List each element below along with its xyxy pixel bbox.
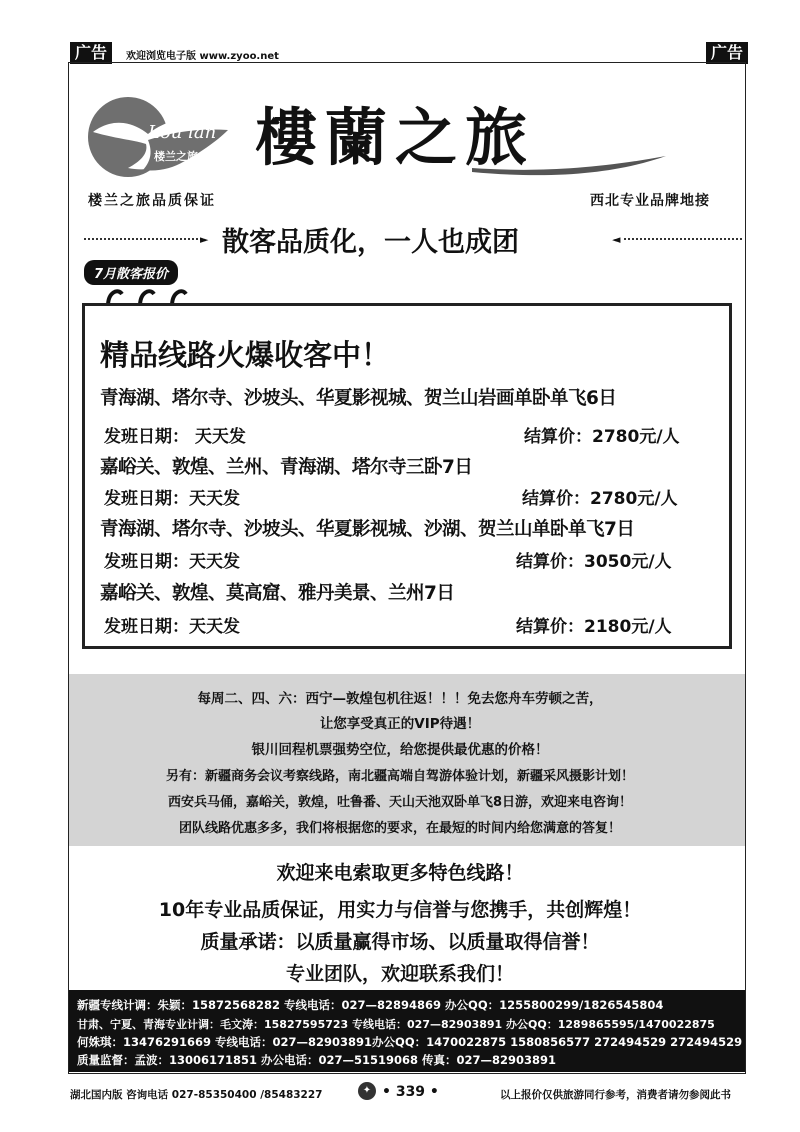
route-4-schedule bbox=[104, 612, 240, 637]
route-3-schedule bbox=[104, 547, 240, 572]
price-value: 2780元/人 bbox=[590, 489, 678, 509]
route-1-price bbox=[524, 422, 680, 447]
price-value: 3050元/人 bbox=[584, 552, 672, 572]
schedule-value: 天天发 bbox=[189, 617, 240, 637]
logo-subtext: 楼兰之旅 bbox=[154, 150, 198, 163]
page-emblem-icon: ✦ bbox=[358, 1082, 376, 1100]
logo-text: Lou lan bbox=[148, 122, 217, 143]
slogan-right: 西北专业品牌地接 bbox=[590, 193, 710, 209]
july-price-badge: 7月散客报价 bbox=[84, 260, 178, 285]
route-4-price bbox=[516, 612, 672, 637]
info-line-6: 团队线路优惠多多，我们将根据您的要求，在最短的时间内给您满意的答复！ bbox=[178, 821, 621, 836]
price-label: 结算价： bbox=[516, 617, 584, 637]
price-label: 结算价： bbox=[522, 489, 590, 509]
price-value: 2780元/人 bbox=[592, 427, 680, 447]
info-line-3: 银川回程机票强势空位，给您提供最优惠的价格！ bbox=[251, 742, 549, 758]
slogan-left: 楼兰之旅品质保证 bbox=[88, 193, 216, 209]
ad-label-right: 广告 bbox=[706, 42, 748, 64]
schedule-label: 发班日期： bbox=[104, 617, 189, 637]
arrow-left-icon: ◄ bbox=[612, 233, 621, 246]
price-value: 2180元/人 bbox=[584, 617, 672, 637]
info-line-1: 每周二、四、六：西宁—敦煌包机往返！！！免去您舟车劳顿之苦， bbox=[197, 691, 603, 707]
brush-stroke-icon bbox=[470, 150, 670, 182]
promo-line-4: 专业团队，欢迎联系我们！ bbox=[285, 963, 514, 985]
website-note[interactable]: 欢迎浏览电子版 www.zyoo.net bbox=[126, 51, 279, 62]
contact-line-3: 何姝琪：13476291669 专线电话：027—82903891办公QQ：1470022875 1580856577 272494529 272494529 bbox=[77, 1035, 743, 1049]
footer-right: 以上报价仅供旅游同行参考，消费者请勿参阅此书 bbox=[500, 1089, 731, 1101]
arrow-right-icon: ► bbox=[200, 233, 209, 246]
footer-left: 湖北国内版 咨询电话 027-85350400 /85483227 bbox=[70, 1089, 323, 1101]
route-2-schedule bbox=[104, 484, 240, 509]
contact-line-2: 甘肃、宁夏、青海专业计调：毛文涛：15827595723 专线电话：027—82903891 办公QQ：1289865595/1470022875 bbox=[77, 1018, 715, 1031]
promo-line-2: 10年专业品质保证，用实力与信誉与您携手，共创辉煌！ bbox=[158, 899, 642, 921]
contact-line-4: 质量监督：孟波：13006171851 办公电话：027—51519068 传真：027—82903891 bbox=[77, 1053, 557, 1067]
page-number: • 339 • bbox=[382, 1084, 439, 1100]
route-1-name: 青海湖、塔尔寺、沙坡头、华夏影视城、贺兰山岩画单卧单飞6日 bbox=[100, 388, 617, 409]
tagline: 散客品质化，一人也成团 bbox=[222, 227, 519, 258]
schedule-label: 发班日期： bbox=[104, 489, 189, 509]
info-line-5: 西安兵马俑，嘉峪关，敦煌，吐鲁番、天山天池双卧单飞8日游，欢迎来电咨询！ bbox=[167, 795, 633, 810]
contacts-panel bbox=[69, 990, 745, 1072]
route-3-price bbox=[516, 547, 672, 572]
brand-logo bbox=[88, 82, 238, 182]
info-line-2: 让您享受真正的VIP待遇！ bbox=[319, 716, 481, 732]
routes-headline: 精品线路火爆收客中！ bbox=[100, 338, 391, 372]
route-3-name: 青海湖、塔尔寺、沙坡头、华夏影视城、沙湖、贺兰山单卧单飞7日 bbox=[100, 519, 635, 540]
route-2-name: 嘉峪关、敦煌、兰州、青海湖、塔尔寺三卧7日 bbox=[100, 457, 473, 478]
route-4-name: 嘉峪关、敦煌、莫高窟、雅丹美景、兰州7日 bbox=[100, 583, 455, 604]
brand-title: 樓蘭之旅 bbox=[255, 101, 536, 174]
info-line-4: 另有：新疆商务会议考察线路，南北疆高端自驾游体验计划，新疆采风摄影计划！ bbox=[165, 769, 634, 784]
ad-label-left: 广告 bbox=[70, 42, 112, 64]
price-label: 结算价： bbox=[516, 552, 584, 572]
schedule-value: 天天发 bbox=[189, 489, 240, 509]
schedule-label: 发班日期： bbox=[104, 427, 189, 447]
dotted-line-left bbox=[84, 238, 202, 240]
schedule-value: 天天发 bbox=[189, 552, 240, 572]
route-1-schedule bbox=[104, 422, 246, 447]
promo-line-3: 质量承诺：以质量赢得市场、以质量取得信誉！ bbox=[200, 931, 600, 953]
route-2-price bbox=[522, 484, 678, 509]
price-label: 结算价： bbox=[524, 427, 592, 447]
dotted-line-right bbox=[624, 238, 742, 240]
promo-line-1: 欢迎来电索取更多特色线路！ bbox=[276, 862, 524, 884]
contact-line-1: 新疆专线计调：朱颖：15872568282 专线电话：027—82894869 办公QQ：1255800299/1826545804 bbox=[77, 998, 664, 1012]
schedule-value: 天天发 bbox=[194, 427, 246, 447]
schedule-label: 发班日期： bbox=[104, 552, 189, 572]
